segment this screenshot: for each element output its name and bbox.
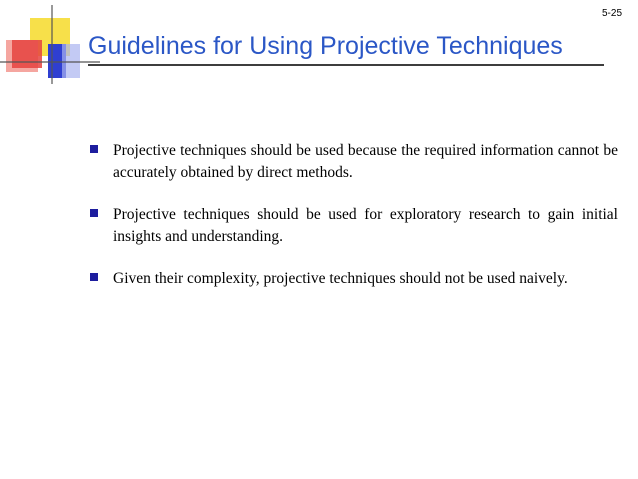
slide-title: Guidelines for Using Projective Techniques: [88, 32, 563, 60]
square-bullet-icon: [90, 273, 98, 281]
page-number: 5-25: [601, 8, 622, 19]
bullet-text: Given their complexity, projective techniques should not be used naively.: [113, 270, 568, 287]
bullet-item: [88, 140, 618, 184]
square-bullet-icon: [90, 209, 98, 217]
bullet-item: [88, 204, 618, 248]
deco-light-blue-square: [62, 44, 80, 78]
corner-decoration: [0, 0, 100, 85]
bullet-list: [88, 140, 618, 310]
bullet-text: Projective techniques should be used for exploratory research to gain initial insights and understanding.: [113, 206, 618, 245]
bullet-text: Projective techniques should be used because the required information cannot be accurately obtained by direct methods.: [113, 142, 618, 181]
title-underline: [88, 64, 604, 66]
square-bullet-icon: [90, 145, 98, 153]
bullet-item: [88, 268, 618, 290]
deco-red-square: [12, 40, 42, 68]
